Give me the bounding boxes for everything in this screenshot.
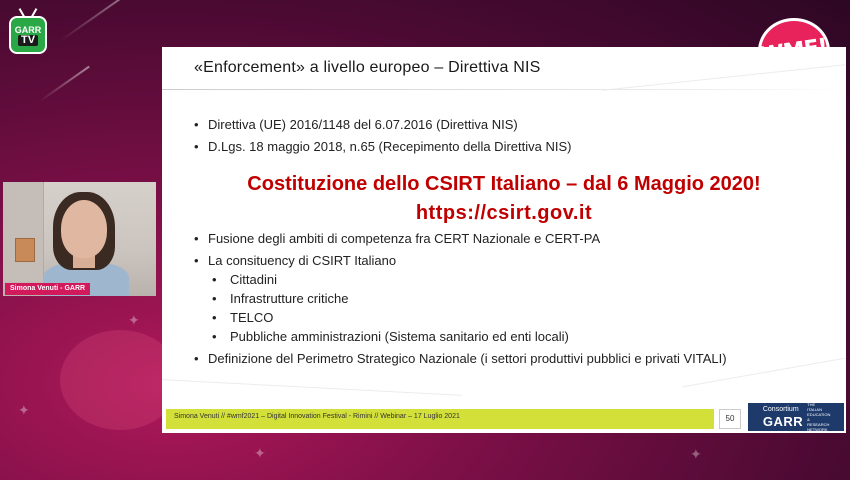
garr-tv-line1: GARR bbox=[14, 24, 42, 35]
sparkle-icon: ✦ bbox=[690, 446, 702, 462]
footer-text: Simona Venuti // #wmf2021 – Digital Innovation Festival - Rimini // Webinar – 17 Luglio 2021 bbox=[174, 413, 460, 420]
sub-bullet-text: Infrastrutture critiche bbox=[230, 291, 349, 306]
slide-footer-bar bbox=[166, 409, 714, 429]
sub-bullet-item bbox=[212, 291, 349, 306]
sub-bullet-item bbox=[212, 329, 569, 344]
bullet-icon: • bbox=[194, 253, 199, 268]
bullet-icon: • bbox=[212, 291, 217, 306]
csirt-url: https://csirt.gov.it bbox=[415, 202, 593, 224]
bullet-icon: • bbox=[194, 117, 199, 132]
sparkle-icon: ✦ bbox=[128, 312, 140, 328]
bullet-icon: • bbox=[194, 139, 199, 154]
garr-tv-line2: TV bbox=[18, 35, 38, 46]
bullet-icon: • bbox=[194, 231, 199, 246]
bullet-icon: • bbox=[212, 272, 217, 287]
bullet-text: Definizione del Perimetro Strategico Nazionale (i settori produttivi pubblici e privati VITALI) bbox=[208, 351, 727, 366]
garr-logo-tagline: THE ITALIAN EDUCATION & RESEARCH NETWORK bbox=[807, 402, 831, 432]
bullet-text: Direttiva (UE) 2016/1148 del 6.07.2016 (Direttiva NIS) bbox=[208, 117, 518, 132]
highlight-heading: Costituzione dello CSIRT Italiano – dal 6 Maggio 2020! bbox=[247, 173, 761, 195]
garr-logo-consortium: Consortium bbox=[762, 405, 799, 413]
sub-bullet-text: TELCO bbox=[230, 310, 274, 325]
bullet-icon: • bbox=[212, 310, 217, 325]
bullet-item bbox=[194, 253, 396, 268]
speaker-face bbox=[61, 200, 107, 258]
sparkle-icon: ✦ bbox=[18, 402, 30, 418]
tv-icon bbox=[9, 16, 47, 54]
background-door bbox=[3, 182, 44, 282]
sub-bullet-text: Pubbliche amministrazioni (Sistema sanitario ed enti locali) bbox=[230, 329, 569, 344]
speaker-name-tag: Simona Venuti - GARR bbox=[5, 283, 90, 295]
title-divider bbox=[162, 89, 846, 90]
garr-tv-logo bbox=[9, 8, 47, 52]
slide-title: «Enforcement» a livello europeo – Direttiva NIS bbox=[194, 59, 541, 76]
bullet-text: D.Lgs. 18 maggio 2018, n.65 (Recepimento della Direttiva NIS) bbox=[208, 139, 572, 154]
bullet-icon: • bbox=[212, 329, 217, 344]
light-streak bbox=[59, 0, 134, 42]
bullet-item bbox=[194, 139, 571, 154]
bullet-item bbox=[194, 351, 727, 366]
bullet-text: Fusione degli ambiti di competenza fra CERT Nazionale e CERT-PA bbox=[208, 231, 601, 246]
bullet-item bbox=[194, 231, 600, 246]
bullet-icon: • bbox=[194, 351, 199, 366]
presentation-slide bbox=[162, 47, 846, 433]
sparkle-icon: ✦ bbox=[254, 445, 266, 461]
decorative-line bbox=[603, 64, 846, 90]
sub-bullet-item bbox=[212, 310, 273, 325]
garr-consortium-logo bbox=[748, 403, 844, 431]
garr-logo-name: GARR bbox=[762, 413, 804, 429]
decorative-line bbox=[162, 379, 462, 396]
background-poster bbox=[15, 238, 35, 262]
bullet-text: La consituency di CSIRT Italiano bbox=[208, 253, 397, 268]
sub-bullet-item bbox=[212, 272, 277, 287]
bullet-item bbox=[194, 117, 518, 132]
slide-page-number: 50 bbox=[719, 409, 741, 429]
light-streak bbox=[39, 66, 89, 102]
sub-bullet-text: Cittadini bbox=[230, 272, 277, 287]
speaker-webcam-video bbox=[3, 182, 156, 296]
